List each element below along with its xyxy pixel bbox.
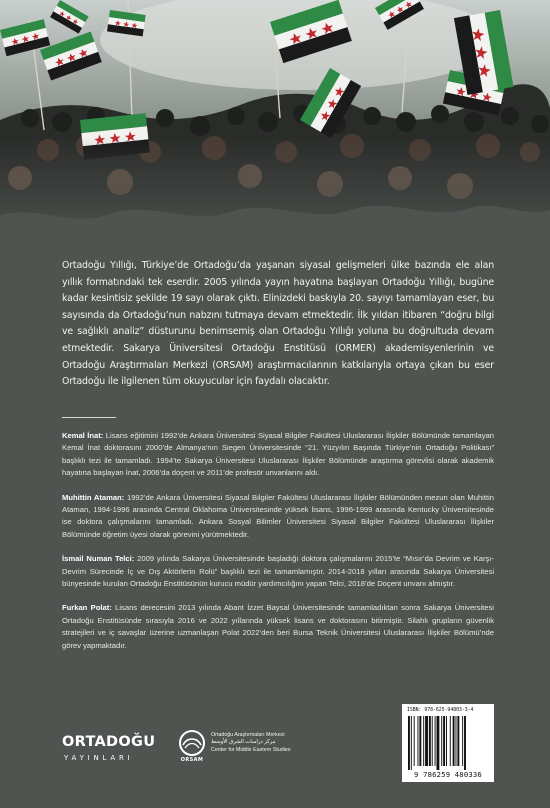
bio-name: Furkan Polat:: [62, 603, 112, 613]
bio-name: Kemal İnat:: [62, 431, 104, 440]
bio-name: İsmail Numan Telci:: [62, 554, 135, 564]
orsam-name-tr: Ortadoğu Araştırmaları Merkezi: [211, 732, 285, 738]
isbn-number: 9 786259 480336: [414, 770, 482, 779]
orsam-abbr: ORSAM: [180, 757, 204, 763]
bio-kemal-inat: [62, 430, 494, 480]
bio-ismail-numan-telci: [62, 553, 494, 590]
isbn-barcode: [402, 704, 494, 782]
intro-paragraph: Ortadoğu Yıllığı, Türkiye’de Ortadoğu’da yaşanan siyasal gelişmeleri ülke bazında ele alan yıllık formatındaki tek eserdir. 2005 yılında yayın hayatına başlayan Ortadoğu Yıllığı, bugüne kadar kesintisiz şekilde 19 sayı olarak çıktı. Elinizdeki baskıyla 20. sayıyı tamamlayan eser, bu sayısında da Ortadoğu’nun nabzını tutmaya devam etmektedir. İlk yıldan itibaren “doğru bilgi ve sağlıklı analiz” düsturunu benimsemiş olan Ortadoğu Yıllığı yoluna bu doğrultuda devam etmektedir. Sakarya Üniversitesi Ortadoğu Enstitüsü (ORMER) akademisyenlerinin ve Ortadoğu Araştırmaları Merkezi (ORSAM) araştırmacılarının katkılarıyla ortaya çıkan bu eser Ortadoğu ile ilgilenen tüm okuyucular için faydalı olacaktır.: [62, 260, 494, 388]
bio-name: Muhittin Ataman:: [62, 492, 125, 502]
bio-text: 2009 yılında Sakarya Üniversitesinde başladığı doktora çalışmalarını 2015’te “Mısır’da Devrim ve Karşı-Devrim Sürecinde İç ve Dış Aktörlerin Rolü” başlıklı tezi ile tamamlamıştır. 2014-2018 yılları arasında Sakarya Üniversitesi bünyesinde kurulan Ortadoğu Enstitüsünün kurucu müdür yardımcılığını yapan Telci, 2018’de Doçent unvanı almıştır.: [62, 554, 494, 589]
bio-muhittin-ataman: [62, 492, 494, 542]
barcode-bars: [408, 716, 488, 770]
orsam-name-lines: [211, 732, 335, 754]
author-bios: [62, 430, 494, 664]
bio-furkan-polat: [62, 602, 494, 652]
orsam-logo: [175, 729, 335, 769]
isbn-label: ISBN: 978-625-94803-3-4: [407, 708, 474, 713]
bio-text: Lisans derecesini 2013 yılında Abant İzzet Baysal Üniversitesinde tamamladıktan sonra Sakarya Üniversitesi Ortadoğu Enstitüsünde sırasıyla 2016 ve 2022 yıllarında yüksek lisans ve doktorasını bitirmiştir. Silahlı grupların güvenlik stratejileri ve iç savaşlar üzerine uzmanlaşan Polat 2022’den beri Bursa Teknik Üniversitesi Uluslararası İlişkiler Bölümü’nde görev yapmaktadır.: [62, 603, 494, 650]
bio-text: Lisans eğitimini 1992’de Ankara Üniversitesi Siyasal Bilgiler Fakültesi Uluslararası İlişkiler Bölümünde tamamlayan Kemal İnat doktorasını 2000’de Almanya’nın Siegen Üniversitesinde “21. Yüzyılın Başında Türkiye’nin Ortadoğu Politikası” başlıklı tezi ile tamamladı. 1994’te Sakarya Üniversitesi Uluslararası İlişkiler Bölümünde araştırma görevlisi olarak akademik hayatına başlayan İnat, 2006’da doçent ve 2011’de profesör unvanlarını aldı.: [62, 431, 494, 478]
ortadogu-yayinlari-logo: [62, 734, 155, 762]
orsam-name-en: Center for Middle Eastern Studies: [211, 746, 291, 753]
section-divider: [62, 417, 116, 418]
cover-photo: [0, 0, 550, 248]
crowd-with-flags-image: [0, 0, 550, 248]
publisher-subtitle: YAYINLARI: [64, 754, 134, 762]
bio-text: 1992’de Ankara Üniversitesi Siyasal Bilgiler Fakültesi Uluslararası İlişkiler Bölümünden mezun olan Muhittin Ataman, 1994-1996 arasında Central Oklahoma Üniversitesinde yüksek lisans, 1996-1999 arasında Kentucky Üniversitesinde ise doktora çalışmalarını tamamladı. Ankara Sosyal Bilimler Üniversitesi Siyasal Bilgiler Fakültesi Uluslararası İlişkiler Bölümünde öğretim üyesi olarak görevini yürütmektedir.: [62, 492, 494, 539]
publisher-name: ORTADOĞU: [62, 734, 156, 750]
orsam-name-ar: مركز دراسات الشرق الأوسط: [211, 739, 276, 746]
